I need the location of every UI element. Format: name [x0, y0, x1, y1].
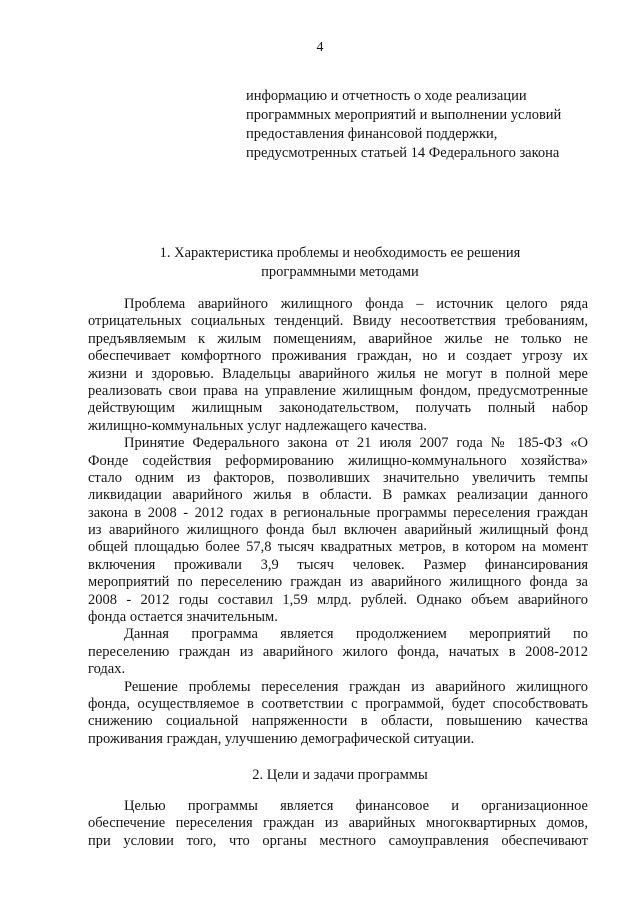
section-1-body [88, 296, 588, 748]
paragraph-line: годах. [88, 661, 126, 678]
paragraph-line: включения проживали 3,9 тысяч человек. Размер финансирования [88, 556, 588, 573]
paragraph-line: обеспечивает комфортного проживания граждан, но и создает угрозу их [88, 348, 588, 365]
paragraph-line: при условии того, что органы местного самоуправления обеспечивают [88, 832, 588, 849]
paragraph-line: Решение проблемы переселения граждан из аварийного жилищного [124, 678, 588, 695]
paragraph-line: Фонде содействия реформированию жилищно-коммунального хозяйства» [88, 452, 588, 469]
header-line: информацию и отчетность о ходе реализации [246, 88, 527, 104]
paragraph-line: жилищно-коммунальных услуг надлежащего качества. [88, 417, 427, 434]
paragraph-line: закона в 2008 - 2012 годах в региональные программы переселения граждан [88, 504, 588, 521]
paragraph-line: реализовать свои права на управление жилищным фондом, предусмотренные [88, 382, 588, 399]
paragraph-line: жизни и здоровью. Владельцы аварийного жилья не могут в полной мере [88, 365, 588, 382]
paragraph-line: ликвидации аварийного жилья в области. В рамках реализации данного [88, 487, 588, 504]
header-line: программных мероприятий и выполнении условий [246, 107, 562, 123]
section-title-line: 2. Цели и задачи программы [252, 767, 428, 783]
paragraph [88, 679, 588, 749]
paragraph-line: фонда, осуществляемое в соответствии с программой, будет способствовать [88, 695, 588, 712]
paragraph-line: проживания граждан, улучшению демографической ситуации. [88, 730, 475, 747]
section-1-title [90, 244, 590, 282]
paragraph-line: стало одним из факторов, позволивших значительно увеличить темпы [88, 469, 588, 486]
paragraph-line: 2008 - 2012 годы составил 1,59 млрд. рублей. Однако объем аварийного [88, 591, 588, 608]
paragraph-line: фонда остается значительным. [88, 609, 278, 626]
paragraph-line: снижению социальной напряженности в области, повышению качества [88, 713, 588, 730]
paragraph-line: обеспечение переселения граждан из аварийных многоквартирных домов, [88, 815, 588, 832]
section-2-title [90, 766, 590, 785]
paragraph [88, 435, 588, 626]
header-line: предоставления финансовой поддержки, [246, 126, 498, 142]
section-2-body [88, 798, 588, 850]
page-number: 4 [316, 40, 324, 55]
paragraph [88, 296, 588, 435]
paragraph [88, 626, 588, 678]
paragraph-line: мероприятий по переселению граждан из аварийного жилищного фонда за [88, 574, 588, 591]
paragraph-line: Данная программа является продолжением мероприятий по [124, 626, 588, 643]
paragraph-line: отрицательных социальных тенденций. Ввиду несоответствия требованиям, [88, 313, 588, 330]
paragraph [88, 798, 588, 850]
paragraph-line: переселению граждан из аварийного жилого фонда, начатых в 2008-2012 [88, 643, 588, 660]
header-line: предусмотренных статьей 14 Федерального закона [246, 145, 560, 161]
section-title-line: программными методами [261, 264, 419, 280]
paragraph-line: действующим жилищным законодательством, получать полный набор [88, 400, 588, 417]
paragraph-line: предъявляемым к жилым помещениям, аварийное жилье не только не [88, 330, 588, 347]
paragraph-line: из аварийного жилищного фонда был включен аварийный жилищный фонд [88, 522, 588, 539]
section-title-line: 1. Характеристика проблемы и необходимость ее решения [159, 245, 521, 261]
header-block [246, 87, 606, 163]
paragraph-line: Целью программы является финансовое и организационное [124, 798, 588, 814]
paragraph-line: Принятие Федерального закона от 21 июля 2007 года № 185-ФЗ «О [124, 435, 588, 452]
paragraph-line: Проблема аварийного жилищного фонда – источник целого ряда [124, 296, 588, 312]
paragraph-line: общей площадью более 57,8 тысяч квадратных метров, в котором на момент [88, 539, 588, 556]
